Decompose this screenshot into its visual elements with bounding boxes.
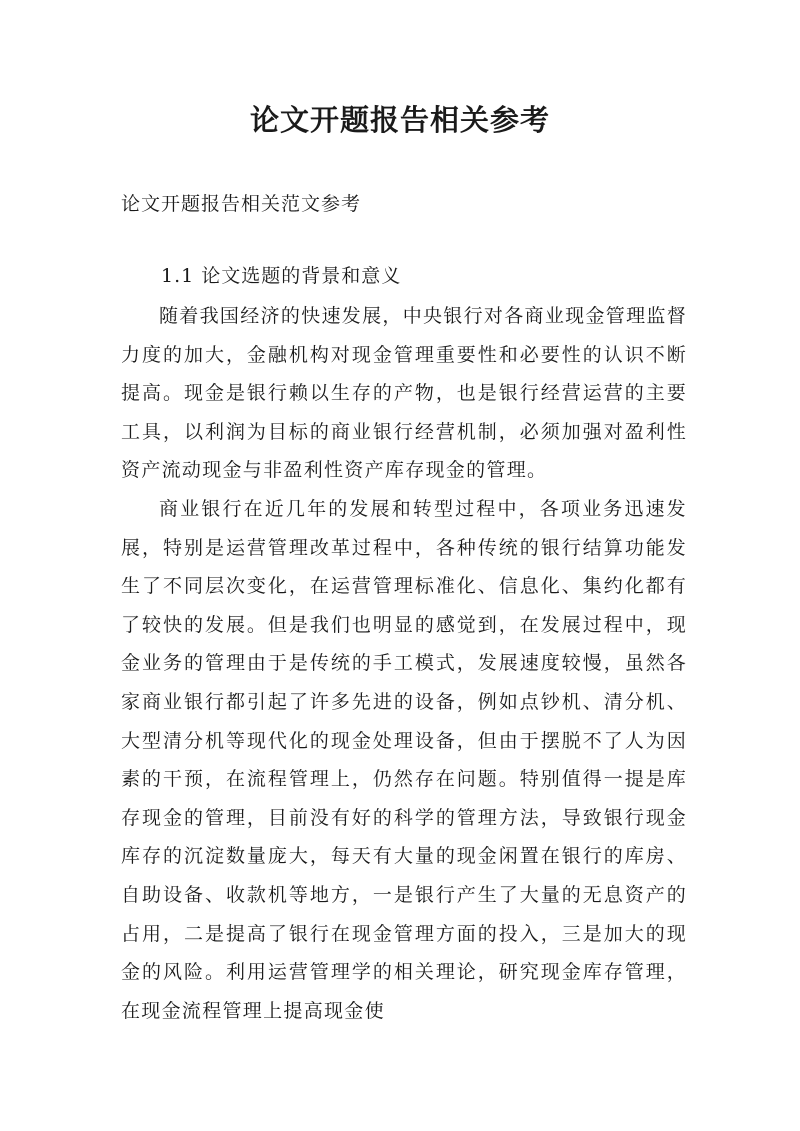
- document-title: 论文开题报告相关参考: [249, 103, 550, 137]
- section-heading: 1.1 论文选题的背景和意义: [161, 265, 402, 287]
- document-subtitle: 论文开题报告相关范文参考: [121, 193, 362, 215]
- paragraph: 商业银行在近几年的发展和转型过程中，各项业务迅速发展，特别是运营管理改革过程中，各种传统的银行结算功能发生了不同层次变化，在运营管理标准化、信息化、集约化都有了较快的发展。但是我们也明显的感觉到，在发展过程中，现金业务的管理由于是传统的手工模式，发展速度较慢，虽然各家商业银行都引起了许多先进的设备，例如点钞机、清分机、大型清分机等现代化的现金处理设备，但由于摆脱不了人为因素的干预，在流程管理上，仍然存在问题。特别值得一提是库存现金的管理，目前没有好的科学的管理方法，导致银行现金库存的沉淀数量庞大，每天有大量的现金闲置在银行的库房、自助设备、收款机等地方，一是银行产生了大量的无息资产的占用，二是提高了银行在现金管理方面的投入，三是加大的现金的风险。利用运营管理学的相关理论，研究现金库存管理，在现金流程管理上提高现金使: [121, 497, 687, 1022]
- body-text: [121, 297, 687, 1030]
- paragraph: 随着我国经济的快速发展，中央银行对各商业现金管理监督力度的加大，金融机构对现金管理重要性和必要性的认识不断提高。现金是银行赖以生存的产物，也是银行经营运营的主要工具，以利润为目标的商业银行经营机制，必须加强对盈利性资产流动现金与非盈利性资产库存现金的管理。: [121, 305, 687, 482]
